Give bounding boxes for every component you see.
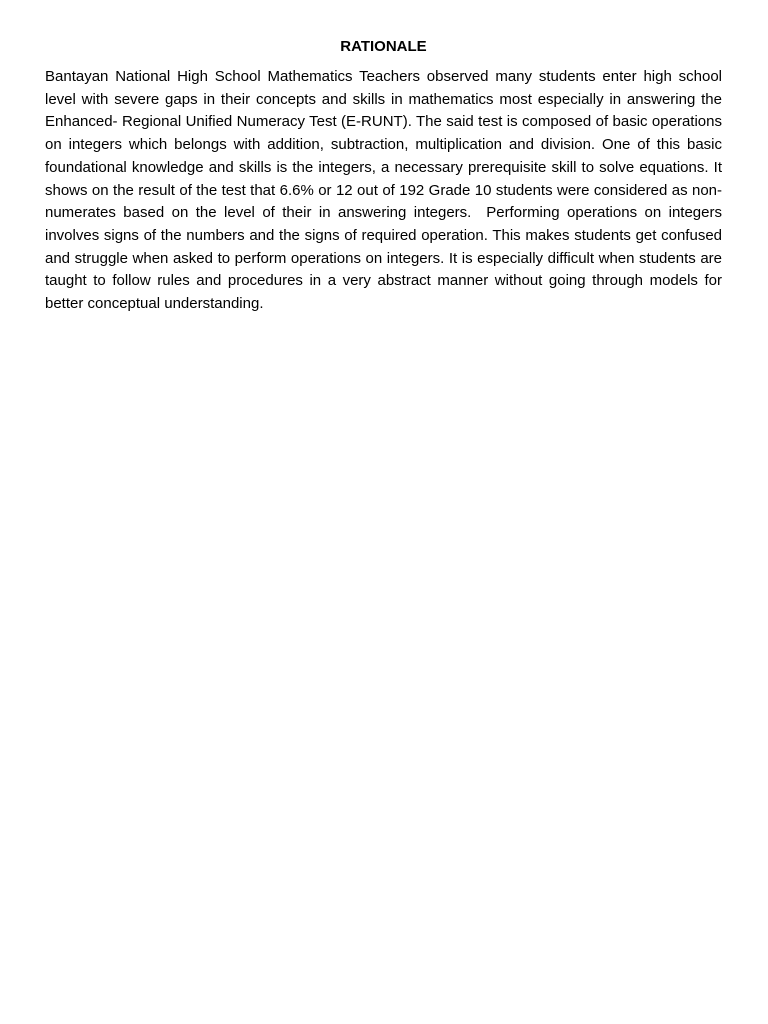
document-heading: RATIONALE: [340, 38, 427, 55]
rationale-paragraph: Bantayan National High School Mathematics Teachers observed many students enter high school level with severe gaps in their concepts and skills in mathematics most especially in answering the Enhanced- Regional Unified Numeracy Test (E-RUNT). The said test is composed of basic operations on integers which belongs with addition, subtraction, multiplication and division. One of this basic foundational knowledge and skills is the integers, a necessary prerequisite skill to solve equations. It shows on the result of the test that 6.6% or 12 out of 192 Grade 10 students were considered as non-numerates based on the level of their in answering integers. Performing operations on integers involves signs of the numbers and the signs of required operation. This makes students get confused and struggle when asked to perform operations on integers. It is especially difficult when students are taught to follow rules and procedures in a very abstract manner without going through models for better conceptual understanding.: [45, 68, 727, 313]
